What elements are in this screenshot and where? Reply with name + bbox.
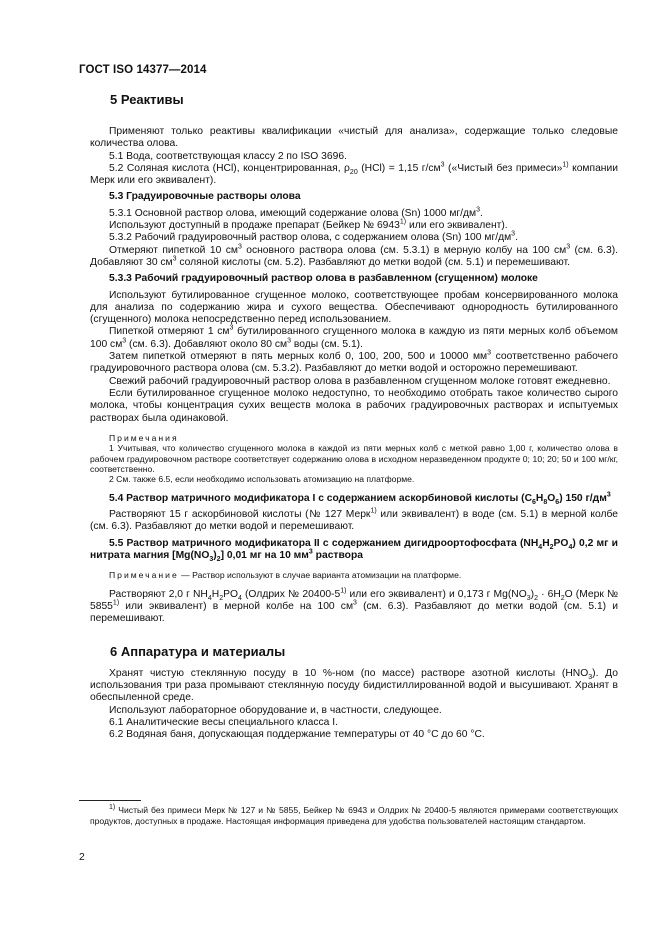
item-5-3-1: 5.3.1 Основной раствор олова, имеющий содержание олова (Sn) 1000 $мг/дм^3$. (109, 206, 483, 219)
paragraph: Используют лабораторное оборудование и, в частности, следующее. (109, 704, 442, 716)
paragraph: Если бутилированное сгущенное молоко недоступно, то необходимо отобрать такое количество сырого молока, чтобы концентрация сухих веществ молока в рабочих градуировочных растворах и испытуемых растворах была одинаковой. (90, 387, 618, 424)
note-1: 1 Учитывая, что количество сгущенного молока в каждой из пяти мерных колб с меткой равно 1,00 г, количество олова в рабочем градуировочном растворе соответствует содержанию олова в исходном неразведенном продукте 0; 10; 20; 50 и 100 мг/кг, соответственно. (90, 443, 618, 475)
paragraph: Свежий рабочий градуировочный раствор олова в разбавленном сгущенном молоке готовят ежедневно. (109, 375, 611, 387)
paragraph: Используют доступный в продаже препарат (Бейкер № 6943$^{1)}$ или его эквивалент). (109, 218, 508, 232)
page-number: 2 (79, 852, 85, 863)
footnote (90, 805, 618, 826)
paragraph: Отмеряют пипеткой 10 $см^3$ основного раствора олова (см. 5.3.1) в мерную колбу на 100 $см^3$ (см. 6.3). Добавляют 30 $см^3$ соляной кислоты (см. 5.2). Разбавляют до метки водой (см. 5.1) и перемешивают. (90, 243, 619, 268)
footnote-text: Чистый без примеси Мерк № 127 и № 5855, Бейкер № 6943 и Олдрих № 20400-5 являются примерами соответствующих продуктов, доступных в продаже. Настоящая информация приведена для удобства пользователей настоящим стандартом. (90, 805, 618, 826)
note-label: Примечание (109, 570, 179, 581)
item-6-1: 6.1 Аналитические весы специального класса I. (109, 716, 338, 728)
paragraph: Растворяют 2,0 г $NH_4H_2PO_4$ (Олдрих № 20400-5$^{1)}$ или его эквивалент) и 0,173 г $Mg(NO_3)_2 \cdot 6H_2O$ (Мерк № 5855$^{1)}$ или эквивалент) в мерной колбе на 100 $см^3$ (см. 6.3). Разбавляют до метки водой (см. 5.1) и перемешивают. (90, 587, 619, 625)
paragraph: Растворяют 15 г аскорбиновой кислоты (№ 127 Мерк$^{1)}$ или эквивалент) в воде (см. 5.1) в мерной колбе (см. 6.3). Разбавляют до метки водой и перемешивают. (90, 507, 618, 533)
note-2: 2 См. также 6.5, если необходимо использовать атомизацию на платформе. (109, 474, 415, 485)
notes-block (90, 433, 618, 485)
item-5-2: 5.2 Соляная кислота (HCl), концентрированная, $\rho_{20}$ (HCl) = 1,15 $г/см^3$ («Чистый без примеси»$^{1)}$ компании Мерк или его эквивалент). (90, 161, 618, 187)
section-6-title: 6 Аппаратура и материалы (110, 643, 286, 659)
note-5-5 (90, 570, 618, 580)
subsection-5-3-title: 5.3 Градуировочные растворы олова (109, 191, 301, 203)
document-header: ГОСТ ISO 14377—2014 (79, 64, 207, 76)
subsection-5-4-title: 5.4 Раствор матричного модификатора I с содержанием аскорбиновой кислоты $(C_6H_8O_6)$ 150 $г/дм^3$ (109, 491, 611, 506)
paragraph: Пипеткой отмеряют 1 $см^3$ бутилированного сгущенного молока в каждую из пяти мерных колб объемом 100 $см^3$ (см. 6.3). Добавляют около 80 $см^3$ воды (см. 5.1). (90, 325, 618, 350)
subsection-5-5-title: 5.5 Раствор матричного модификатора II с содержанием дигидроортофосфата $(NH_4H_2PO_4)$ 0,2 мг и нитрата магния $[Mg(NO_3)_2]$ 0,01 мг на 10 $мм^3$ раствора (90, 537, 618, 564)
document-body (90, 92, 618, 741)
note-text: — Раствор используют в случае варианта атомизации на платформе. (178, 570, 462, 581)
paragraph: Используют бутилированное сгущенное молоко, соответствующее пробам консервированного молока для анализа по содержанию жира и сухого вещества. Обеспечивают однородность бутилированного (сгущенного) молока непосредственно перед использованием. (90, 289, 618, 326)
item-5-3-2: 5.3.2 Рабочий градуировочный раствор олова, с содержанием олова (Sn) 100 $мг/дм^3$. (109, 230, 518, 244)
item-5-1: 5.1 Вода, соответствующая классу 2 по ISO 3696. (109, 150, 347, 162)
footnote-divider (79, 800, 141, 801)
section-5-title: 5 Реактивы (110, 92, 184, 107)
paragraph: Применяют только реактивы квалификации «чистый для анализа», содержащие только следовые количества олова. (90, 126, 618, 150)
paragraph: Хранят чистую стеклянную посуду в 10 %-ном (по массе) растворе азотной кислоты $(HNO_3)$. До использования три раза промывают стеклянную посуду бидистиллированной водой и высушивают. Хранят в обеспыленной среде. (90, 667, 618, 704)
footnote-mark: 1) (109, 804, 116, 812)
item-6-2: 6.2 Водяная баня, допускающая поддержание температуры от 40 °С до 60 °С. (109, 729, 485, 741)
subsection-5-3-3-title: 5.3.3 Рабочий градуировочный раствор олова в разбавленном (сгущенном) молоке (109, 273, 538, 285)
paragraph: Затем пипеткой отмеряют в пять мерных колб 0, 100, 200, 500 и 10000 $мм^3$ соответственно рабочего градуировочного раствора олова (см. 5.3.2). Разбавляют до метки водой и осторожно перемешивают. (90, 349, 619, 375)
notes-label: Примечания (109, 432, 179, 443)
